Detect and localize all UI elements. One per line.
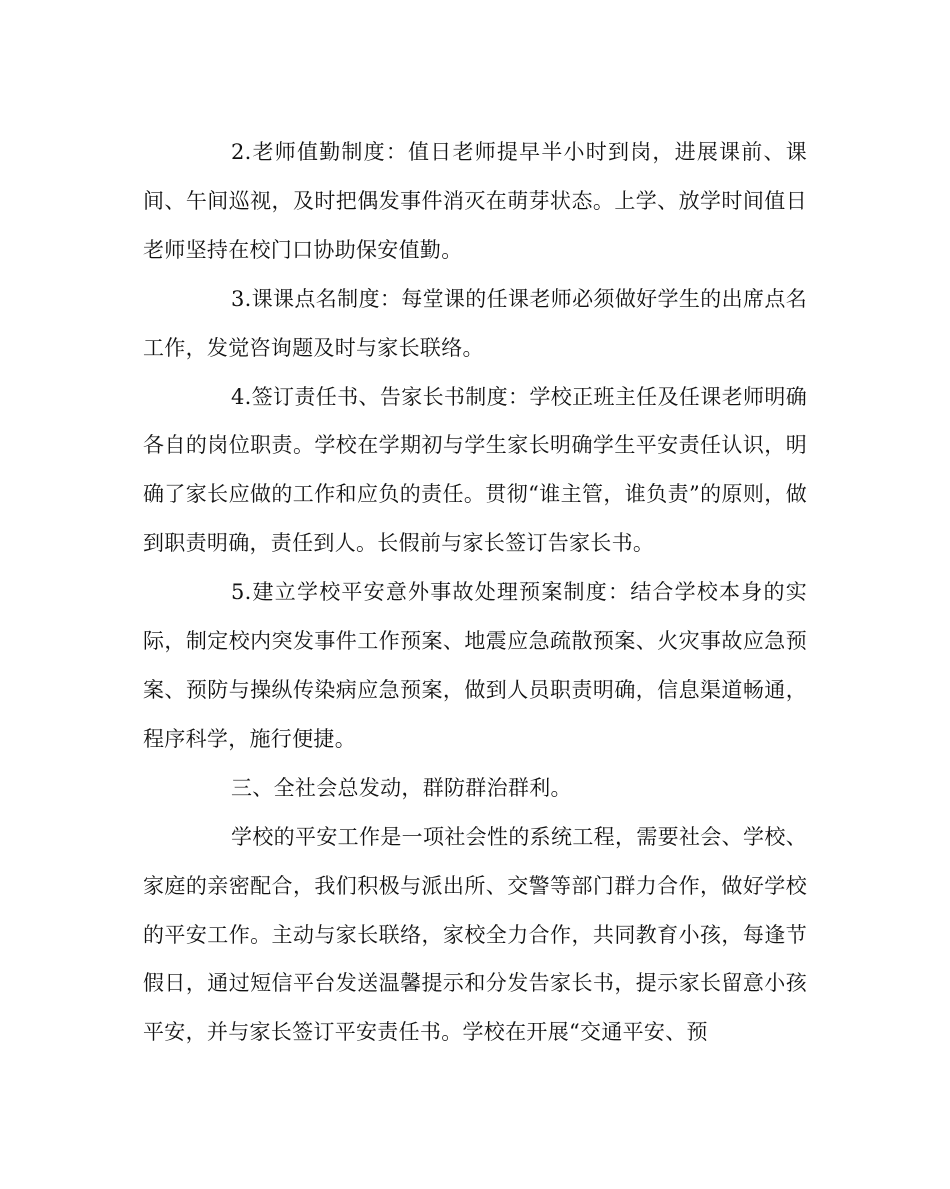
paragraph-social-cooperation: 学校的平安工作是一项社会性的系统工程，需要社会、学校、家庭的亲密配合，我们积极与派出所、交警等部门群力合作，做好学校的平安工作。主动与家长联络，家校全力合作，共同教育小孩，每逢节假日，通过短信平台发送温馨提示和分发告家长书，提示家长留意小孩平安，并与家长签订平安责任书。学校在开展“交通平安、预 [143,824,807,1045]
paragraph-teacher-duty: 2.老师值勤制度：值日老师提早半小时到岗，进展课前、课间、午间巡视，及时把偶发事件消灭在萌芽状态。上学、放学时间值日老师坚持在校门口协助保安值勤。 [143,140,807,262]
document-body [143,128,807,1057]
paragraph-responsibility-letter: 4.签订责任书、告家长书制度：学校正班主任及任课老师明确各自的岗位职责。学校在学期初与学生家长明确学生平安责任认识，明确了家长应做的工作和应负的责任。贯彻“谁主管，谁负责”的原则，做到职责明确，责任到人。长假前与家长签订告家长书。 [143,384,807,556]
paragraph-emergency-plan: 5.建立学校平安意外事故处理预案制度：结合学校本身的实际，制定校内突发事件工作预案、地震应急疏散预案、火灾事故应急预案、预防与操纵传染病应急预案，做到人员职责明确，信息渠道畅通，程序科学，施行便捷。 [143,580,807,751]
section-heading-three: 三、全社会总发动，群防群治群利。 [231,775,572,800]
paragraph-roll-call: 3.课课点名制度：每堂课的任课老师必须做好学生的出席点名工作，发觉咨询题及时与家长联络。 [143,286,807,360]
